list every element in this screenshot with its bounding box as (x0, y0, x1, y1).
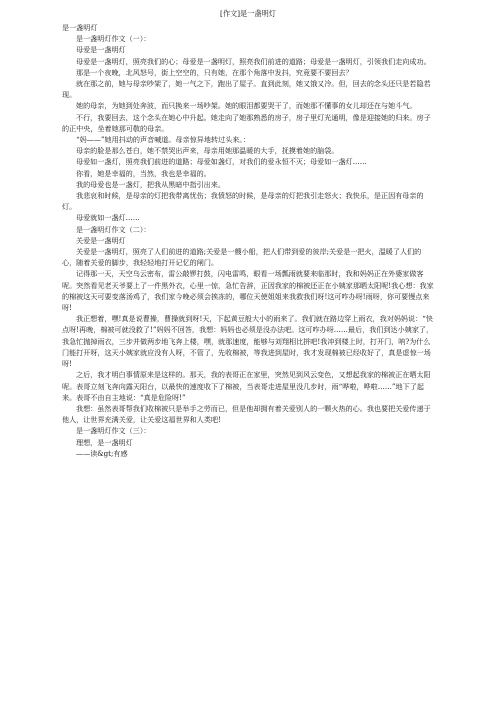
paragraph-line: 我悲哀和时候，是母亲的灯把我带离忧伤；我愤怒的时候，是母亲的灯把我引走怒火；我快乐，是正因有母亲的灯。 (62, 191, 424, 212)
paragraph-line: 你看，她是幸福的，当然，我也是幸福的。 (76, 168, 211, 178)
paragraph-line: 就在那之前，她与母亲吵架了，她一气之下，跑出了屋子。直到此刻，她又饿又冷。但，回去的念头还只是若隐若现。 (62, 79, 431, 100)
paragraph-line: 我正想着，嘿!真是说曹操，曹操就到呀!天，下起黄豆般大小的雨来了。我们就在路边穿上雨衣，我对妈妈说：“快点呀!再晚，棉被可就没救了!”妈妈不回答，我想：妈妈也必须是没办法吧。这可咋办呀……最后，我们到达小姨家了，我急忙抛掉雨衣，三步并做两步地飞奔上楼，嘿，就那速度，能够与刘翔相比拼吧!我冲到楼上时，打开门，呐?为什么门能打开呀，这天小姨家就应没有人呀，不管了，先收棉被，等我进到屋时，我才发现棉被已经收好了，真是虚惊一场呀! (62, 314, 434, 369)
paragraph-line: 母亲的脸是那么苍白，她不禁哭出声来，母亲用她那温暖的大手，抚摸着她的脑袋。 (76, 146, 339, 156)
paragraph-line: 母爱如一盏灯，照亮我们前进的道路；母爱如盏灯，对我们的爱永恒不灭；母爱如一盏灯…… (76, 157, 367, 167)
paragraph-line: “妈——”她用抖动的声音喊道。母亲惊异地转过头来。： (76, 135, 250, 145)
paragraph-line: 是一盏明灯作文（一）： (76, 34, 151, 44)
paragraph-line: 之后，我才明白事情原来是这样的。那天，我的表哥正在家里，突然见到风云变色，又想起我家的棉被正在晒太阳呢。表哥立刻飞奔向露天阳台，以最快的速度收下了棉被，当表哥走进屋里没几步时，雨“哗啦，哗啦……”地下了起来。表哥不由自主地说：“真是危险呀!” (62, 370, 431, 402)
paragraph-line: 不行，我要回去，这个念头在她心中升起。她走向了她那熟悉的房子，房子里灯光通明，像是迎接她的归来。房子的正中央，坐着她那可敬的母亲。 (62, 112, 431, 133)
paragraph-line: 我的母爱也是一盏灯，把我从黑暗中指引出来。 (76, 179, 225, 189)
document-body (62, 22, 434, 459)
paragraph-line: 关爱是一盏明灯 (76, 235, 126, 245)
paragraph-line: 理想，是一盏明灯 (76, 437, 133, 447)
document-title: [作文]是一盏明灯 (220, 9, 276, 18)
paragraph-line: 是一盏明灯作文（三）： (76, 426, 151, 436)
paragraph-line: 她的母亲，为她到处奔波，而只换来一场吵架。她的眼泪都要哭干了，而她那不懂事的女儿却还在与她斗气。 (76, 101, 417, 111)
paragraph-line: ——读&gt;有感 (76, 448, 128, 458)
paragraph-line: 记得那一天，天空乌云密布，雷公敲锣打鼓，闪电雷鸣，眼看一场瓢雨就要来临那时，我和妈妈正在外婆家做客呢。突然看见老天爷要上了一件黑外衣，心里一惊，急忙告辞，正因我家的棉被还正在小姨家那晒太阳呢!我心想：我家的棉被这天可要变落汤鸡了，我们家今晚必须会挨冻的，哪位天使姐姐来我救我们呀!这可咋办呀!雨呀，你可要慢点来呀! (62, 269, 434, 313)
paragraph-line: 母爱是一盏明灯 (76, 45, 126, 55)
paragraph-line: 那是一个夜晚，北风怒号，街上空空的，只有她，在那个角落中发抖，究竟要不要回去？ (76, 67, 353, 77)
paragraph-line: 是一盏明灯 (62, 23, 98, 32)
paragraph-line: 母爱就如一盏灯…… (76, 213, 140, 223)
paragraph-line: 我想：虽然表哥帮我们收棉被只是举手之劳而已，但是他却拥有着关爱别人的一颗火热的心。我也要把关爱传递于他人，让世界充满关爱，让关爱这福世界和人类吧! (62, 403, 431, 425)
paragraph-line: 母爱是一盏明灯，照亮我们的心；母爱是一盏明灯，照亮我们前进的道路；母爱是一盏明灯，引领我们走向成功。 (76, 56, 431, 66)
paragraph-line: 关爱是一盏明灯，照亮了人们前进的道路;关爱是一艘小船，把人们带到爱的彼岸;关爱是一把火，温暖了人们的心，随着关爱的脚步，我轻轻地打开记忆的闸门。 (62, 247, 422, 268)
paragraph-line: 是一盏明灯作文（二）： (76, 224, 151, 234)
